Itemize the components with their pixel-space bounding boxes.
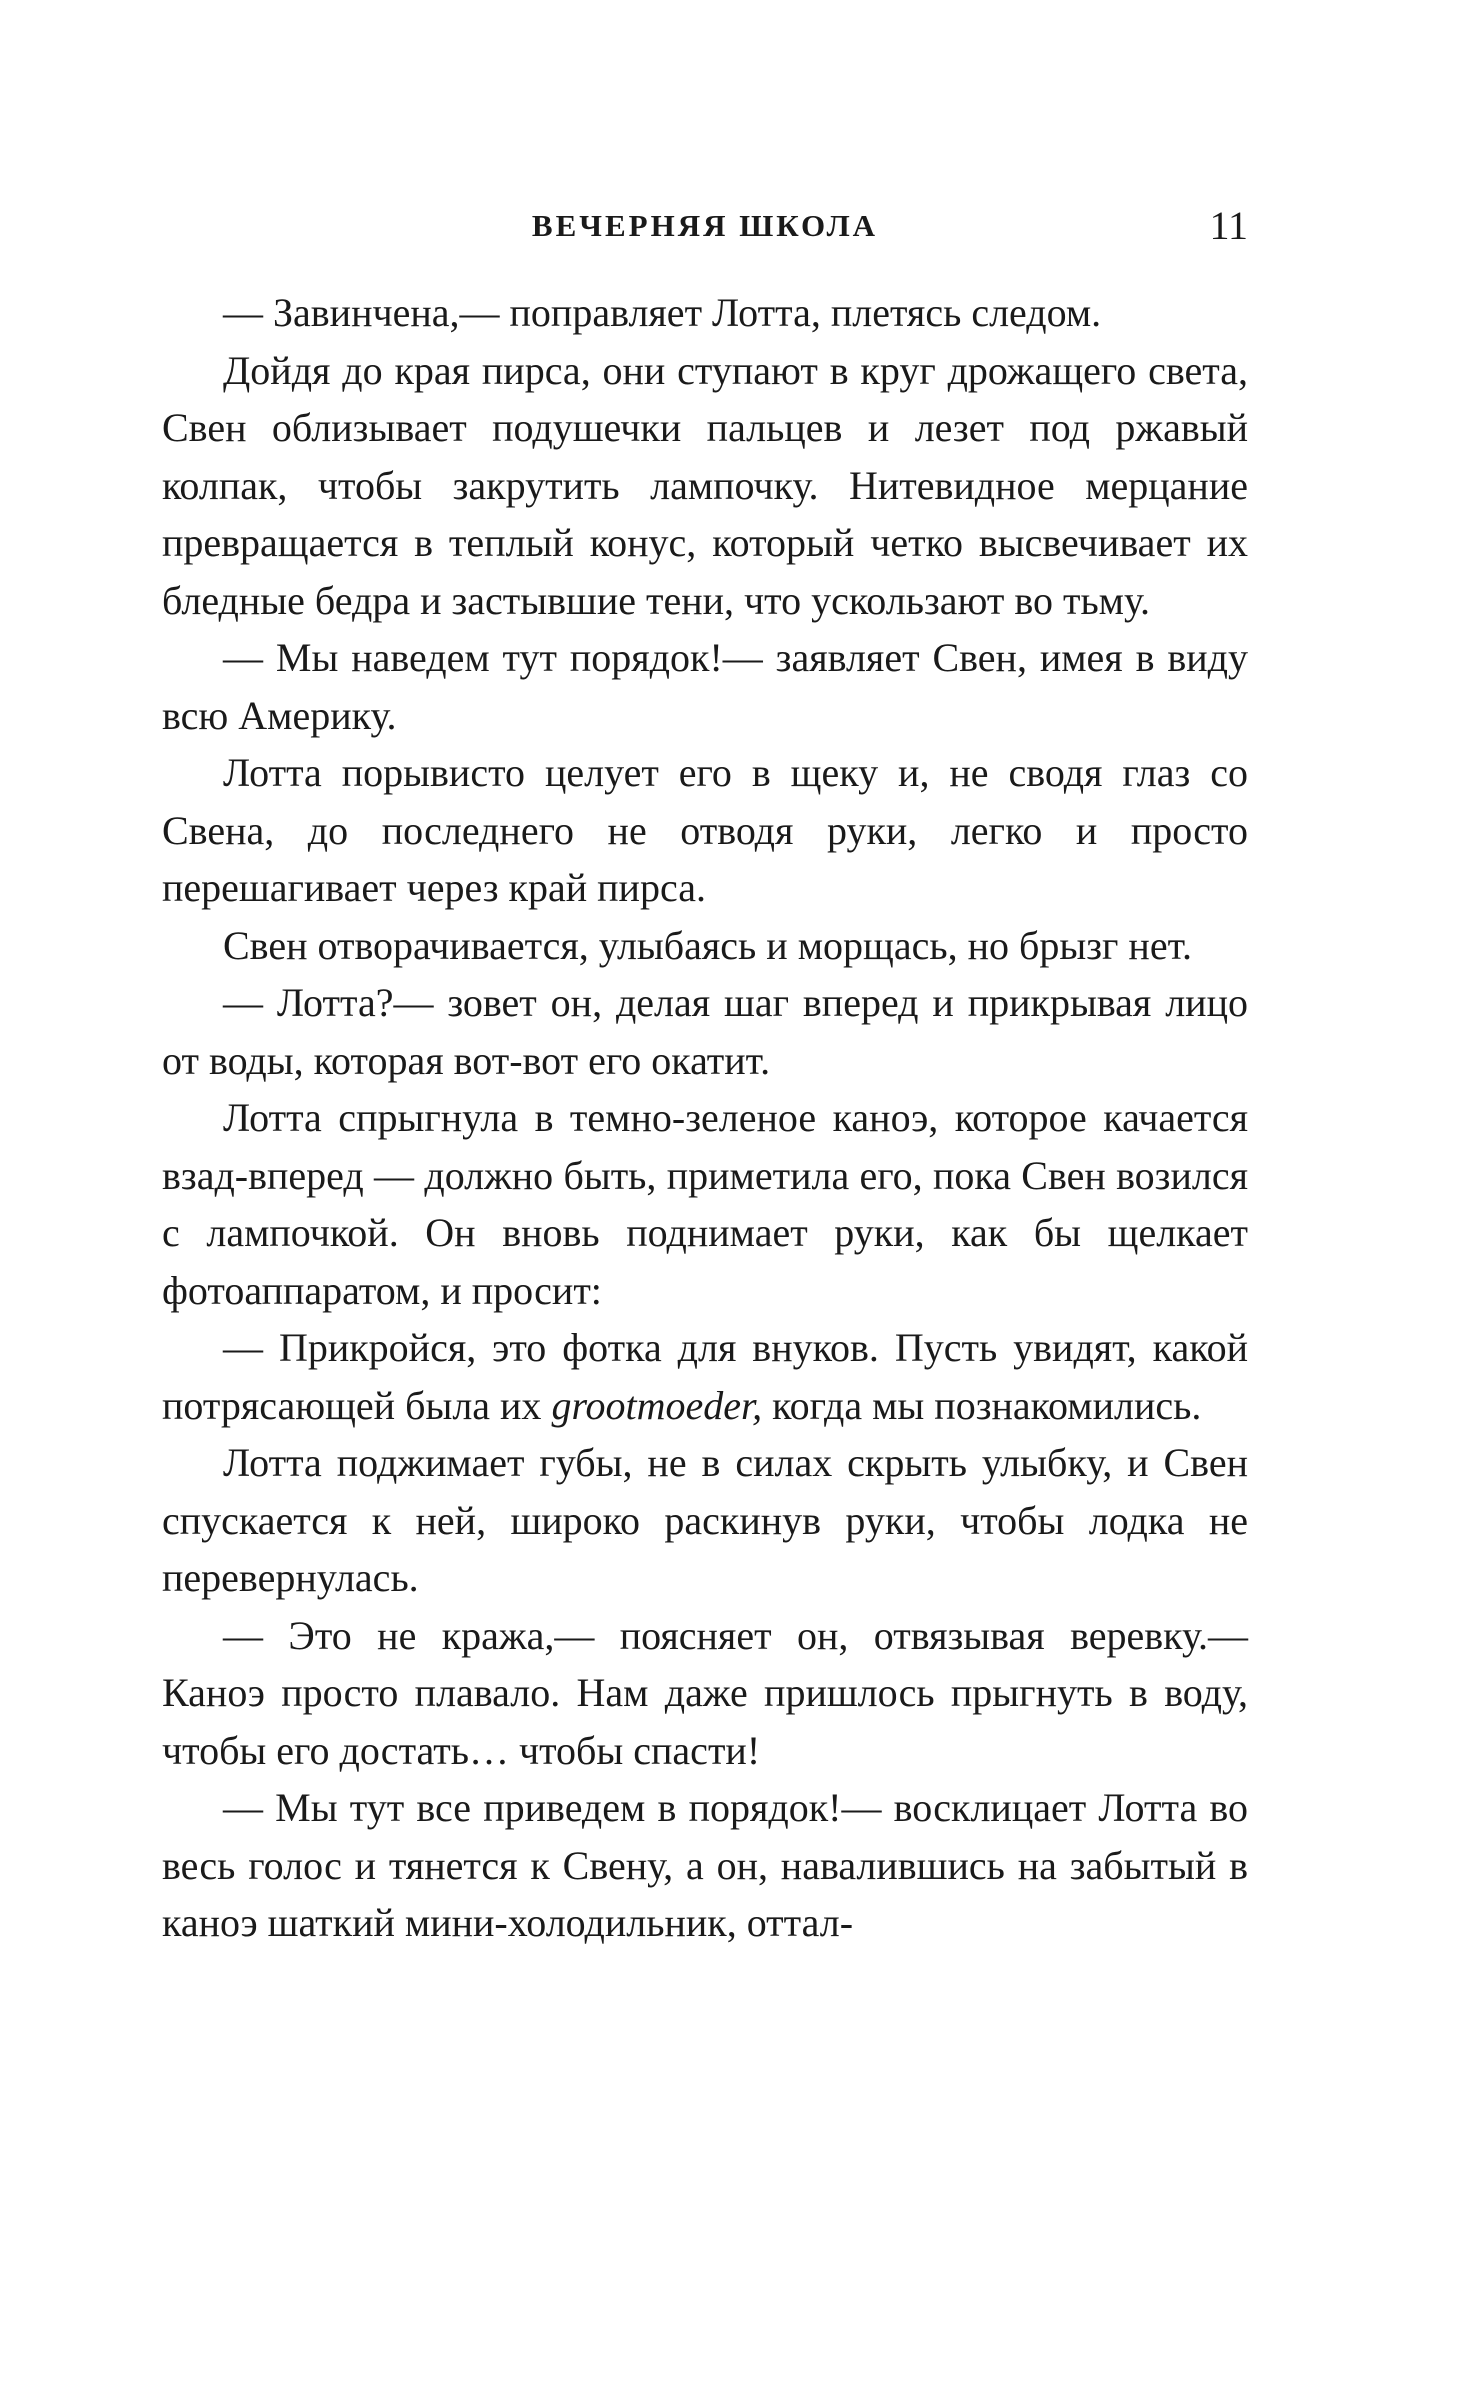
page-number: 11 bbox=[1209, 203, 1248, 248]
paragraph: — Мы тут все приведем в порядок!— восклицает Лотта во весь голос и тянется к Свену, а он, навалившись на забытый в каноэ шаткий мини-холодильник, оттал- bbox=[162, 1785, 1248, 1945]
running-head bbox=[162, 196, 1248, 256]
paragraph: — Это не кража,— поясняет он, отвязывая веревку.— Каноэ просто плавало. Нам даже пришлось прыгнуть в воду, чтобы его достать… чтобы спасти! bbox=[162, 1612, 1248, 1773]
paragraph: — Мы наведем тут порядок!— заявляет Свен, имея в виду всю Америку. bbox=[162, 635, 1248, 738]
paragraph: Лотта спрыгнула в темно-зеленое каноэ, которое качается взад-вперед — должно быть, приметила его, пока Свен возился с лампочкой. Он вновь поднимает руки, как бы щелкает фотоаппаратом, и просит: bbox=[162, 1095, 1248, 1313]
italic-word: grootmoeder, bbox=[551, 1382, 763, 1428]
paragraph: Лотта порывисто целует его в щеку и, не сводя глаз со Свена, до последнего не отводя руки, легко и просто перешагивает через край пирса. bbox=[162, 750, 1248, 910]
body-text bbox=[162, 284, 1248, 1952]
running-title: ВЕЧЕРНЯЯ ШКОЛА bbox=[531, 208, 879, 243]
paragraph: Дойдя до края пирса, они ступают в круг дрожащего света, Свен облизывает подушечки пальцев и лезет под ржавый колпак, чтобы закрутить лампочку. Нитевидное мерцание превращается в теплый конус, который четко высвечивает их бледные бедра и застывшие тени, что ускользают во тьму. bbox=[162, 347, 1248, 623]
paragraph-text: — Прикройся, это фотка для внуков. Пусть увидят, какой потрясающей была их bbox=[162, 1325, 1248, 1428]
paragraph: Лотта поджимает губы, не в силах скрыть улыбку, и Свен спускается к ней, широко раскинув руки, чтобы лодка не перевернулась. bbox=[162, 1440, 1248, 1600]
paragraph-text: когда мы познакомились. bbox=[762, 1382, 1202, 1428]
paragraph-with-italic bbox=[162, 1319, 1248, 1434]
paragraph: Свен отворачивается, улыбаясь и морщась, но брызг нет. bbox=[223, 922, 1193, 968]
paragraph: — Лотта?— зовет он, делая шаг вперед и прикрывая лицо от воды, которая вот-вот его окатит. bbox=[162, 980, 1248, 1083]
paragraph: — Завинчена,— поправляет Лотта, плетясь следом. bbox=[223, 290, 1102, 335]
